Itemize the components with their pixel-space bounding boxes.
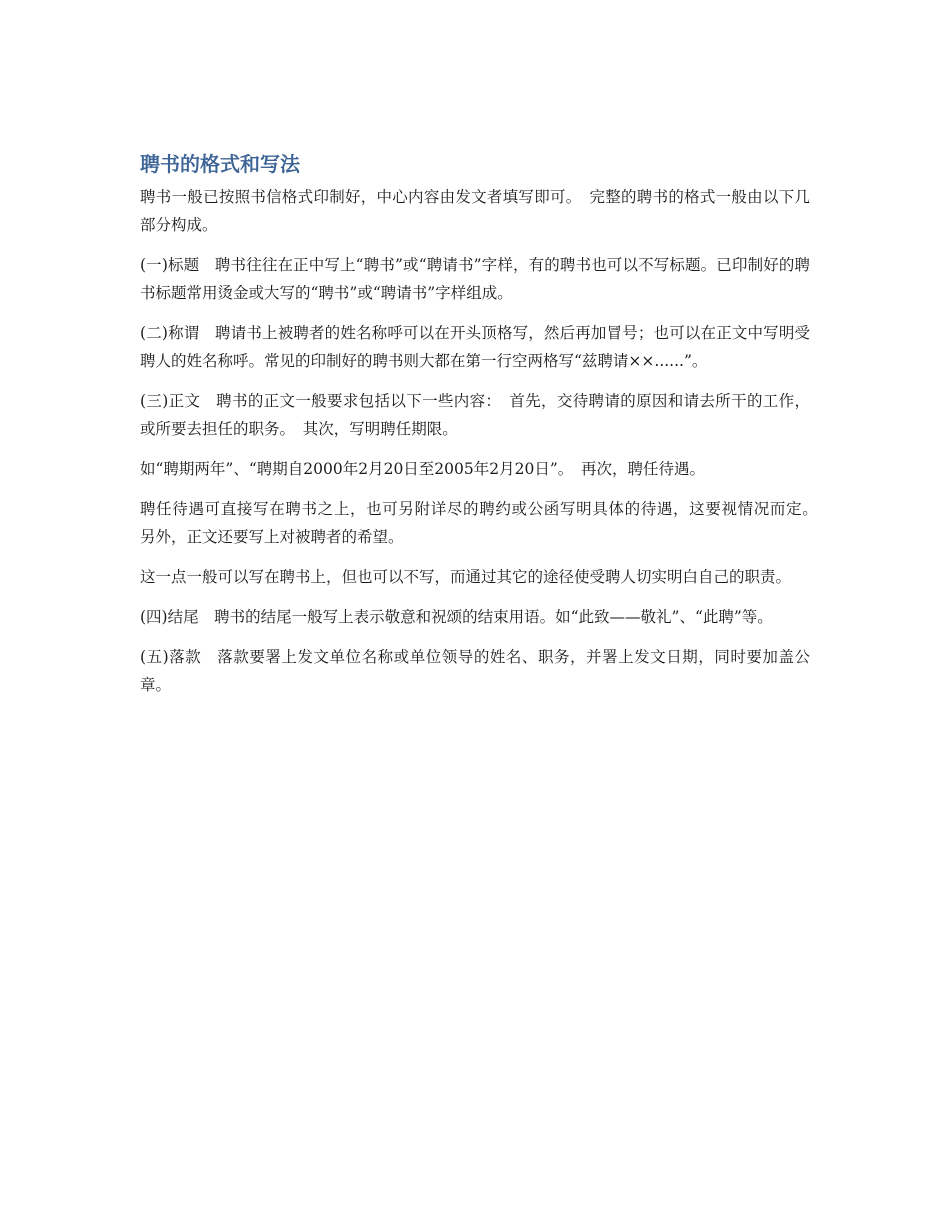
paragraph-title-section: (一)标题 聘书往往在正中写上“聘书”或“聘请书”字样，有的聘书也可以不写标题。已印制好的聘书标题常用烫金或大写的“聘书”或“聘请书”字样组成。 [140, 256, 810, 302]
document-title: 聘书的格式和写法 [140, 152, 300, 176]
paragraph-expectation: 这一点一般可以写在聘书上，但也可以不写，而通过其它的途径使受聘人切实明白自己的职责。 [140, 568, 792, 586]
paragraph-treatment: 聘任待遇可直接写在聘书之上，也可另附详尽的聘约或公函写明具体的待遇，这要视情况而定。 另外，正文还要写上对被聘者的希望。 [140, 500, 826, 546]
paragraph-signature-section: (五)落款 落款要署上发文单位名称或单位领导的姓名、职务，并署上发文日期，同时要加盖公章。 [140, 648, 810, 694]
paragraph-closing-section: (四)结尾 聘书的结尾一般写上表示敬意和祝颂的结束用语。如“此致——敬礼”、“此聘”等。 [140, 608, 773, 626]
paragraph-body-section: (三)正文 聘书的正文一般要求包括以下一些内容： 首先，交待聘请的原因和请去所干的工作，或所要去担任的职务。 其次，写明聘任期限。 [140, 392, 810, 438]
document-body [140, 150, 826, 711]
paragraph-intro: 聘书一般已按照书信格式印制好，中心内容由发文者填写即可。 完整的聘书的格式一般由以下几部分构成。 [140, 188, 810, 234]
paragraph-salutation-section: (二)称谓 聘请书上被聘者的姓名称呼可以在开头顶格写，然后再加冒号；也可以在正文中写明受聘人的姓名称呼。常见的印制好的聘书则大都在第一行空两格写“兹聘请××......”。 [140, 324, 810, 370]
paragraph-term-example: 如“聘期两年”、“聘期自2000年2月20日至2005年2月20日”。 再次，聘任待遇。 [140, 460, 706, 478]
